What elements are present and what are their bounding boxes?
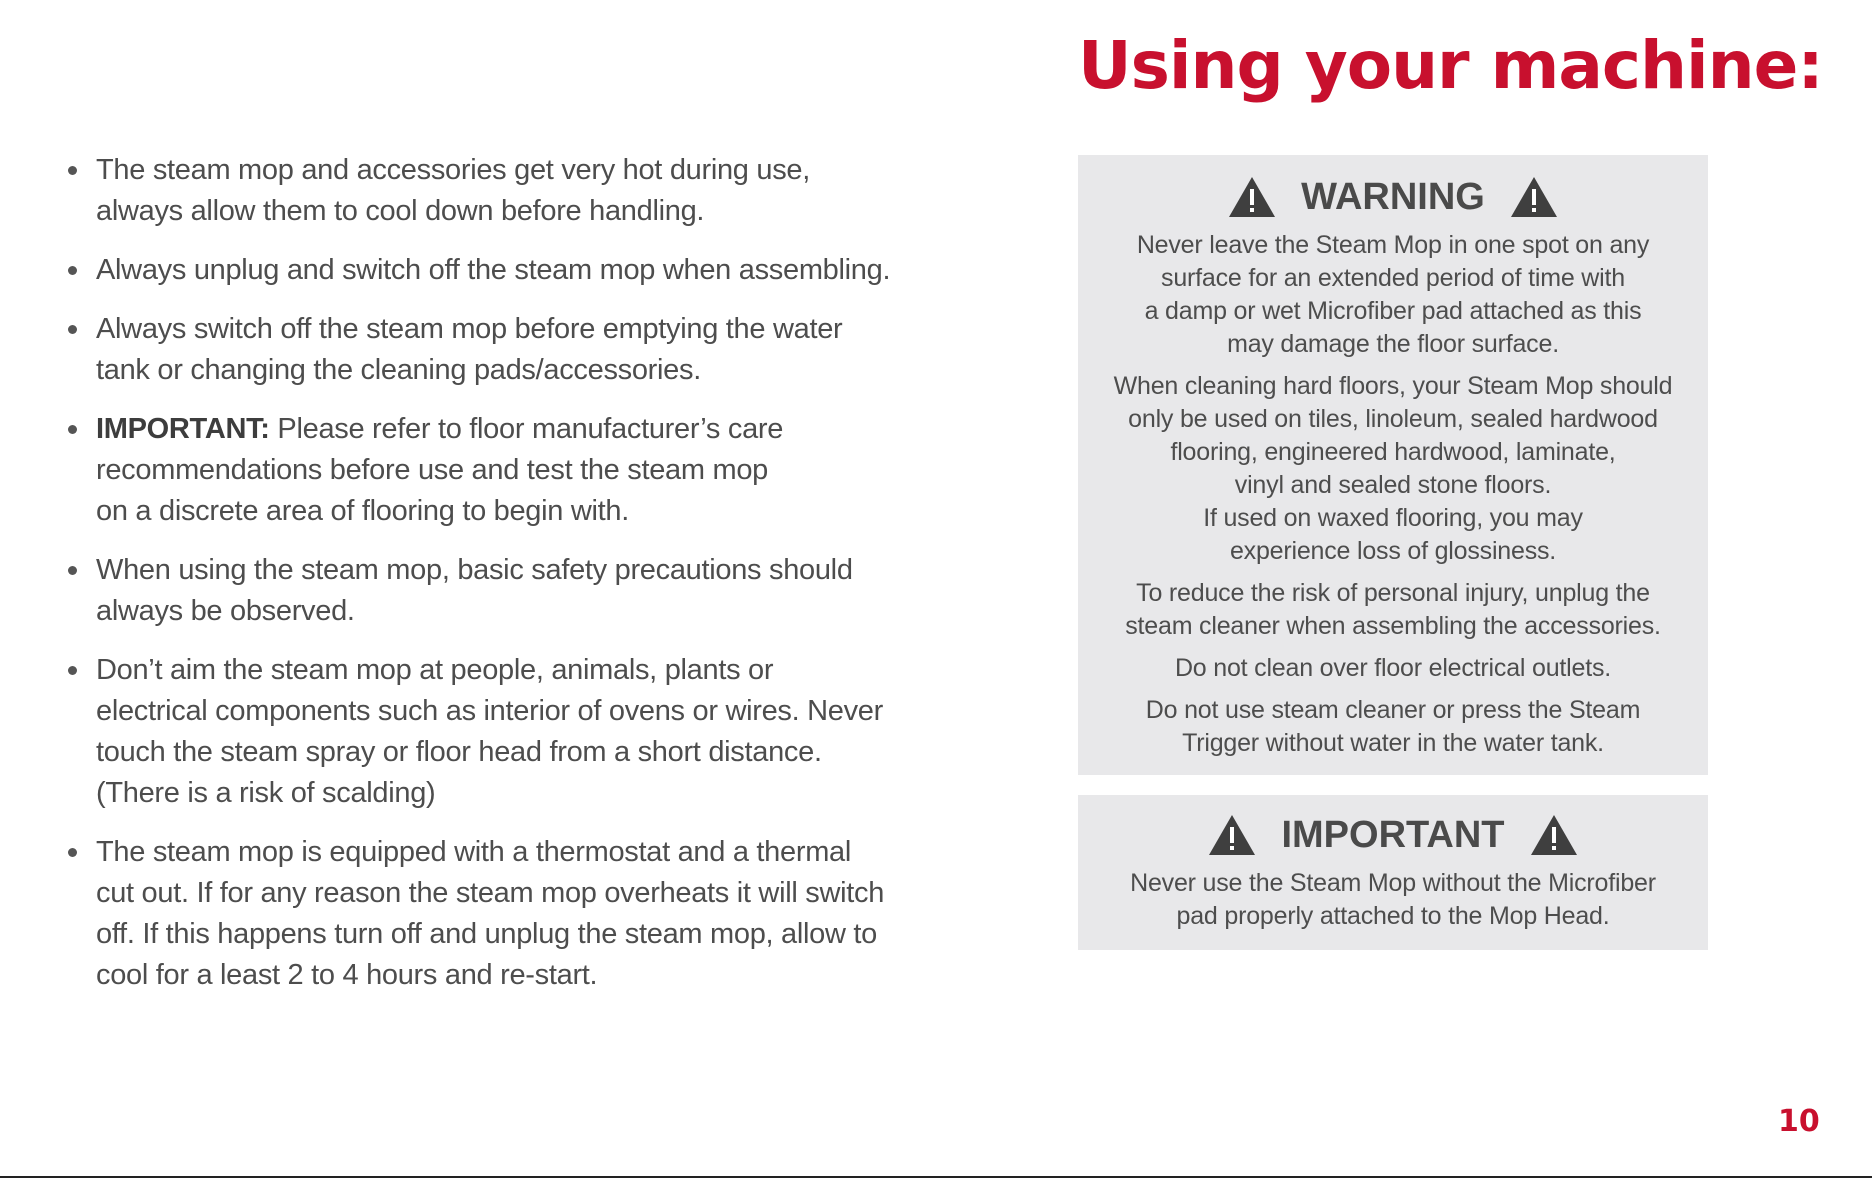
warning-heading: [1078, 169, 1708, 225]
warning-line: a damp or wet Microfiber pad attached as this: [1144, 297, 1642, 325]
warning-line: Never leave the Steam Mop in one spot on any: [1136, 231, 1650, 259]
bullet-item: [64, 409, 924, 532]
important-paragraph: [1078, 867, 1708, 933]
bullet-dot-icon: [68, 325, 77, 334]
bullet-line: Please refer to floor manufacturer’s care: [269, 413, 784, 445]
warning-line: flooring, engineered hardwood, laminate,: [1170, 438, 1616, 466]
page-number: 10: [1778, 1104, 1820, 1139]
warning-line: vinyl and sealed stone floors.: [1234, 471, 1552, 499]
warning-line: To reduce the risk of personal injury, unplug the: [1136, 579, 1650, 607]
warning-line: only be used on tiles, linoleum, sealed hardwood: [1128, 405, 1658, 433]
bullet-item: [64, 550, 924, 632]
bullet-item: [64, 832, 924, 996]
warning-paragraph: [1078, 577, 1708, 643]
warning-line: may damage the floor surface.: [1227, 330, 1559, 358]
bullet-item: [64, 250, 924, 291]
warning-line: If used on waxed flooring, you may: [1203, 504, 1583, 532]
bullet-lead-label: IMPORTANT:: [96, 413, 270, 445]
important-line: pad properly attached to the Mop Head.: [1176, 902, 1610, 930]
safety-bullet-list: [64, 150, 924, 1014]
warning-paragraph: [1078, 694, 1708, 760]
bullet-dot-icon: [68, 566, 77, 575]
bullet-dot-icon: [68, 166, 77, 175]
page-title: Using your machine:: [1078, 27, 1823, 104]
warning-heading-label: WARNING: [1301, 175, 1485, 218]
bullet-line: Don’t aim the steam mop at people, animals, plants or: [96, 654, 774, 686]
bullet-line: off. If this happens turn off and unplug the steam mop, allow to: [96, 918, 877, 950]
warning-box: [1078, 155, 1708, 775]
bullet-line: on a discrete area of flooring to begin with.: [96, 495, 629, 527]
important-heading-label: IMPORTANT: [1281, 813, 1505, 856]
important-line: Never use the Steam Mop without the Microfiber: [1130, 869, 1656, 897]
warning-line: Trigger without water in the water tank.: [1182, 729, 1604, 757]
warning-triangle-icon: [1509, 175, 1559, 219]
bullet-line: When using the steam mop, basic safety precautions should: [96, 554, 853, 586]
bullet-line: cut out. If for any reason the steam mop overheats it will switch: [96, 877, 885, 909]
warning-line: Do not clean over floor electrical outlets.: [1174, 654, 1612, 682]
bullet-dot-icon: [68, 266, 77, 275]
warning-triangle-icon: [1529, 813, 1579, 857]
bullet-line: The steam mop is equipped with a thermostat and a thermal: [96, 836, 852, 868]
bullet-line: Always switch off the steam mop before emptying the water: [96, 313, 843, 345]
warning-paragraph: [1078, 370, 1708, 568]
bullet-line: The steam mop and accessories get very hot during use,: [96, 154, 811, 186]
bullet-line: recommendations before use and test the steam mop: [96, 454, 769, 486]
bullet-line: (There is a risk of scalding): [96, 777, 436, 809]
bullet-line: always be observed.: [96, 595, 355, 627]
bullet-line: tank or changing the cleaning pads/accessories.: [96, 354, 701, 386]
bullet-dot-icon: [68, 666, 77, 675]
important-heading: [1078, 807, 1708, 863]
warning-line: steam cleaner when assembling the accessories.: [1125, 612, 1661, 640]
bullet-line: Always unplug and switch off the steam mop when assembling.: [96, 254, 891, 286]
warning-paragraph: [1078, 229, 1708, 361]
bullet-item: [64, 309, 924, 391]
warning-paragraph: [1078, 652, 1708, 685]
warning-triangle-icon: [1227, 175, 1277, 219]
bottom-rule: [0, 1176, 1872, 1178]
bullet-item: [64, 150, 924, 232]
bullet-line: electrical components such as interior of ovens or wires. Never: [96, 695, 883, 727]
bullet-line: cool for a least 2 to 4 hours and re-start.: [96, 959, 598, 991]
warning-line: When cleaning hard floors, your Steam Mop should: [1113, 372, 1673, 400]
bullet-line: always allow them to cool down before handling.: [96, 195, 705, 227]
important-box: [1078, 795, 1708, 950]
warning-line: surface for an extended period of time with: [1161, 264, 1625, 292]
bullet-line: touch the steam spray or floor head from a short distance.: [96, 736, 822, 768]
warning-line: experience loss of glossiness.: [1229, 537, 1557, 565]
warning-line: Do not use steam cleaner or press the Steam: [1145, 696, 1641, 724]
bullet-item: [64, 650, 924, 814]
bullet-dot-icon: [68, 848, 77, 857]
bullet-dot-icon: [68, 425, 77, 434]
warning-triangle-icon: [1207, 813, 1257, 857]
